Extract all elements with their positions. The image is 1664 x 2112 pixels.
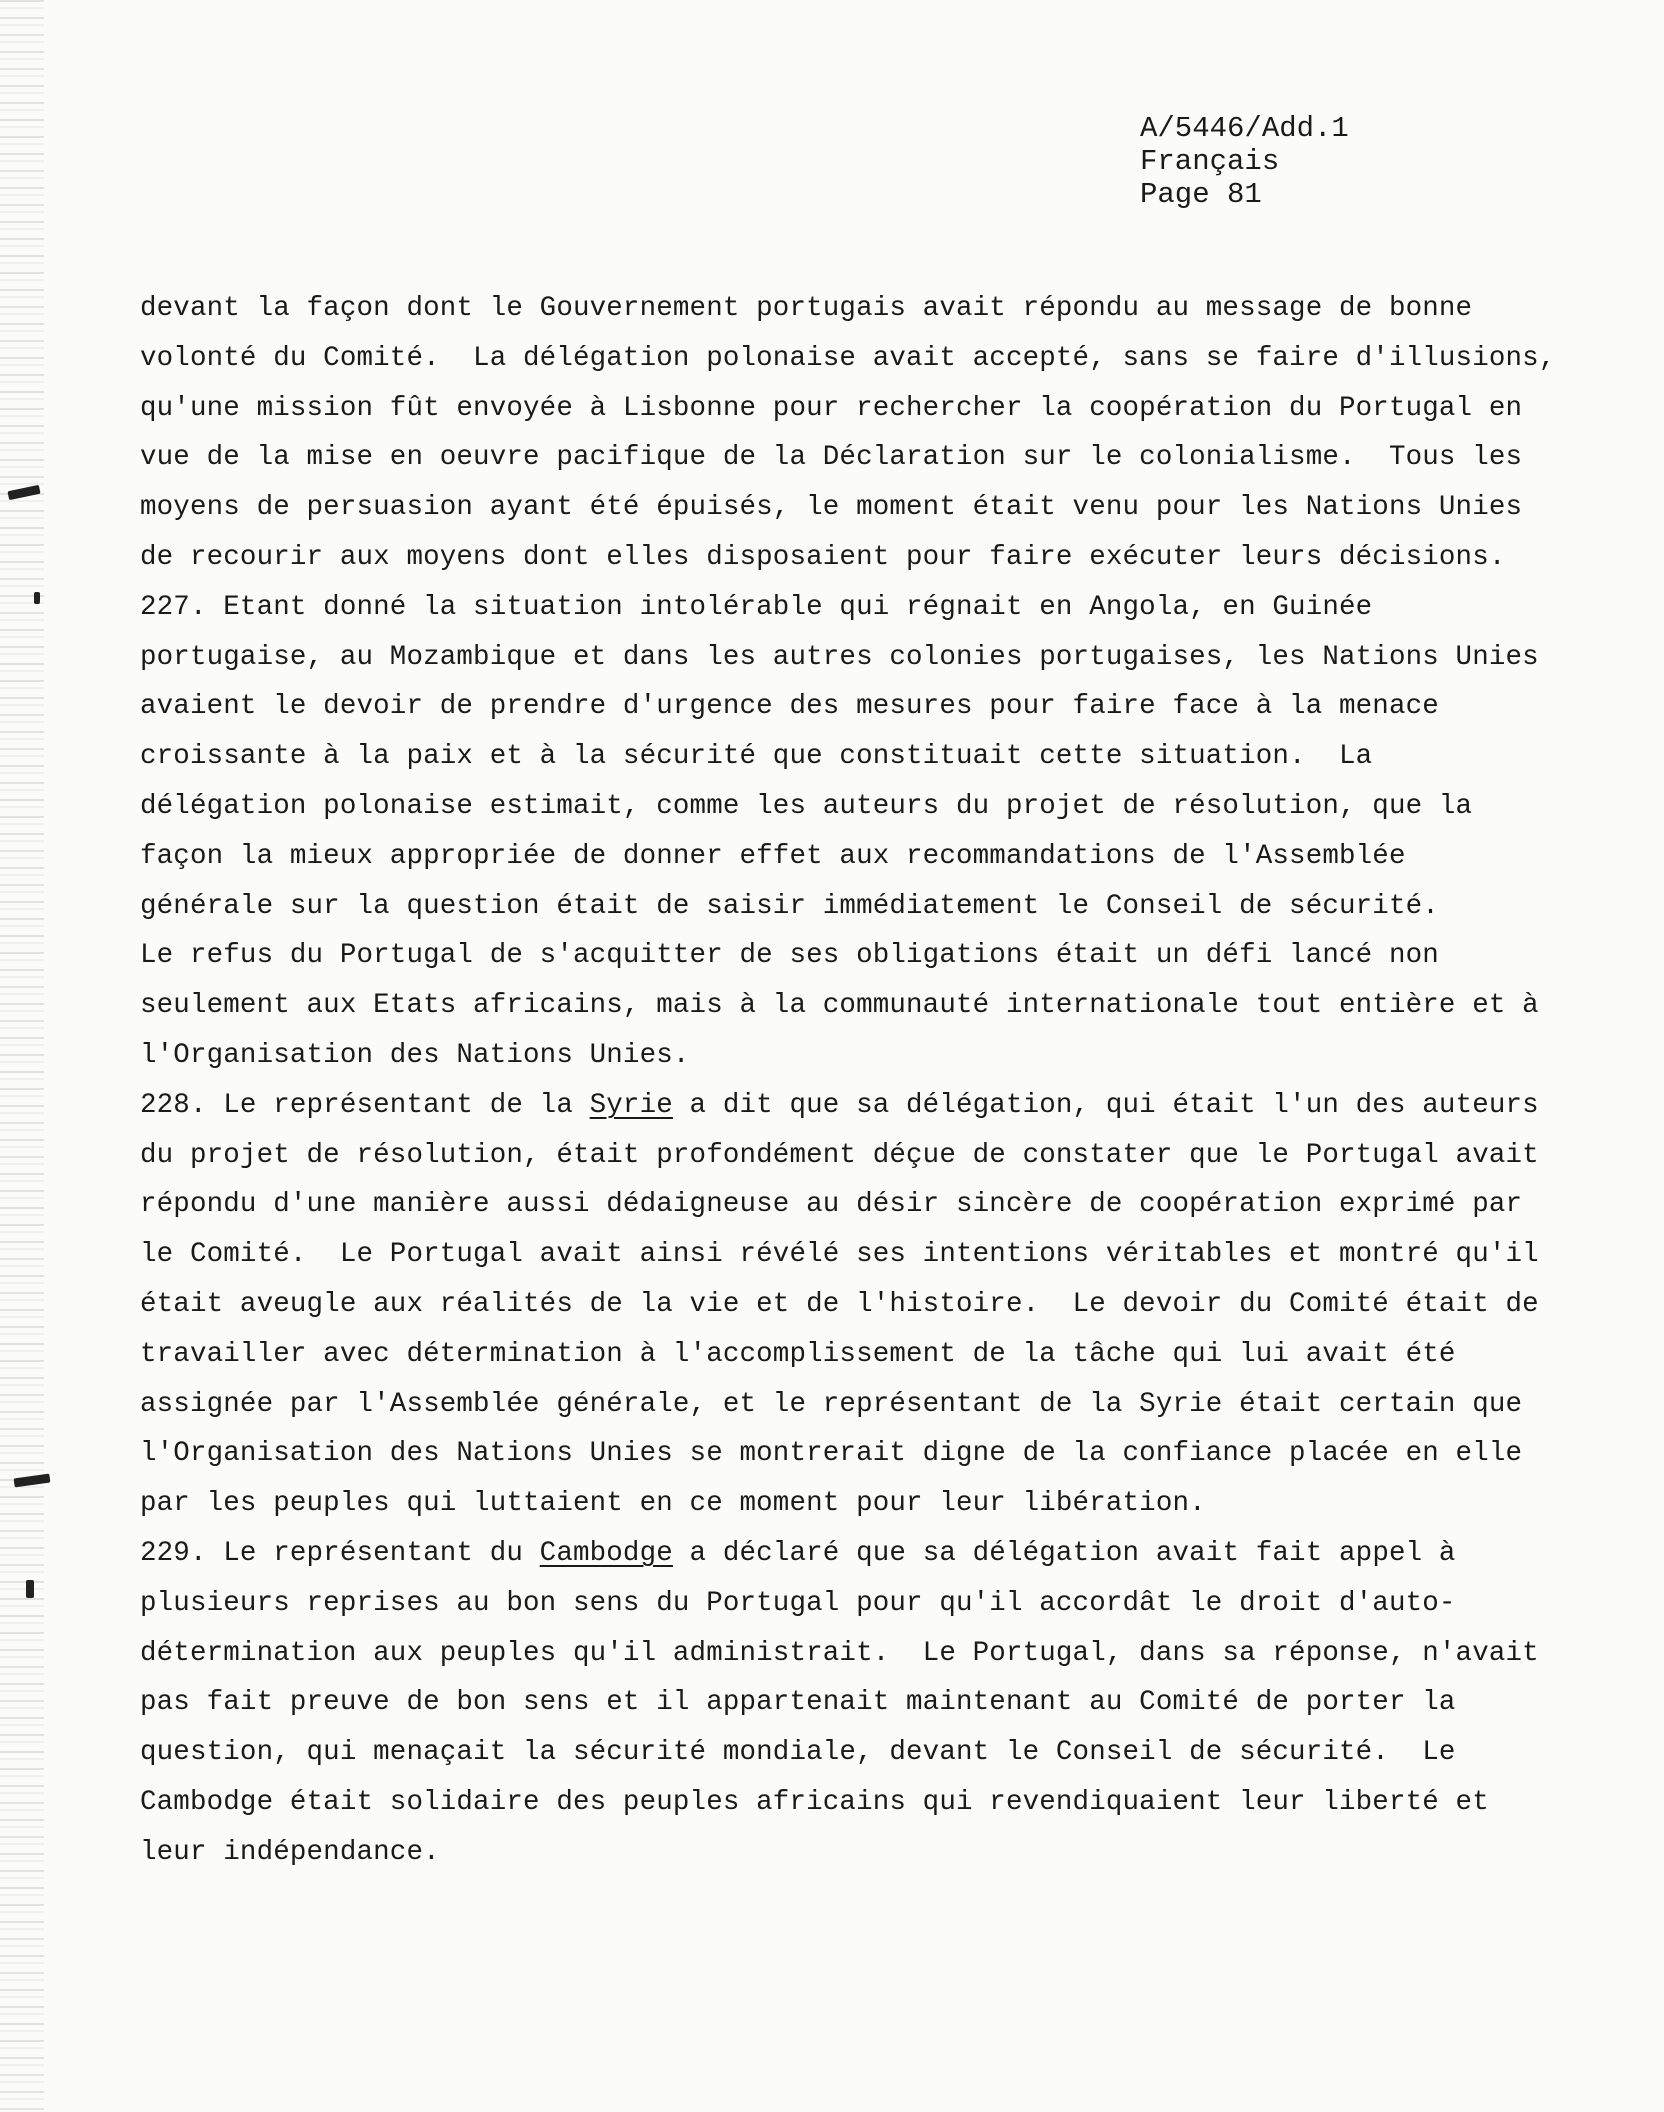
page-number: Page 81 bbox=[1140, 178, 1262, 211]
text-segment: du projet de résolution, était profondément déçue de constater que le Portugal avait bbox=[140, 1139, 1539, 1171]
text-line bbox=[140, 1330, 1580, 1380]
text-segment: question, qui menaçait la sécurité mondiale, devant le Conseil de sécurité. Le bbox=[140, 1737, 1456, 1769]
text-line bbox=[140, 682, 1580, 732]
text-segment: détermination aux peuples qu'il administrait. Le Portugal, dans sa réponse, n'avait bbox=[140, 1637, 1539, 1669]
text-line bbox=[140, 782, 1580, 832]
text-segment: générale sur la question était de saisir immédiatement le Conseil de sécurité. bbox=[140, 890, 1439, 922]
document-symbol: A/5446/Add.1 bbox=[1140, 112, 1349, 145]
text-segment: était aveugle aux réalités de la vie et de l'histoire. Le devoir du Comité était de bbox=[140, 1288, 1539, 1320]
text-segment: plusieurs reprises au bon sens du Portugal pour qu'il accordât le droit d'auto- bbox=[140, 1587, 1456, 1619]
text-segment: Le refus du Portugal de s'acquitter de ses obligations était un défi lancé non bbox=[140, 940, 1439, 972]
text-line bbox=[140, 483, 1580, 533]
text-line bbox=[140, 1678, 1580, 1728]
punch-mark-2 bbox=[34, 592, 40, 604]
document-header bbox=[1140, 112, 1349, 211]
text-line bbox=[140, 1479, 1580, 1529]
text-line bbox=[140, 633, 1580, 683]
text-line bbox=[140, 1529, 1580, 1579]
text-line bbox=[140, 1131, 1580, 1181]
text-segment: le Comité. Le Portugal avait ainsi révélé ses intentions véritables et montré qu'il bbox=[140, 1239, 1539, 1271]
text-segment: de recourir aux moyens dont elles disposaient pour faire exécuter leurs décisions. bbox=[140, 541, 1506, 573]
text-line bbox=[140, 1629, 1580, 1679]
punch-mark-4 bbox=[26, 1580, 34, 1598]
text-segment: travailler avec détermination à l'accomplissement de la tâche qui lui avait été bbox=[140, 1338, 1456, 1370]
text-line bbox=[140, 384, 1580, 434]
text-line bbox=[140, 1180, 1580, 1230]
text-line bbox=[140, 433, 1580, 483]
text-line bbox=[140, 1081, 1580, 1131]
text-segment: l'Organisation des Nations Unies se montrerait digne de la confiance placée en elle bbox=[140, 1438, 1523, 1470]
text-line bbox=[140, 1579, 1580, 1629]
text-line bbox=[140, 1828, 1580, 1878]
text-segment: délégation polonaise estimait, comme les auteurs du projet de résolution, que la bbox=[140, 790, 1473, 822]
text-line bbox=[140, 832, 1580, 882]
text-line bbox=[140, 1429, 1580, 1479]
text-line bbox=[140, 1031, 1580, 1081]
text-segment: avaient le devoir de prendre d'urgence des mesures pour faire face à la menace bbox=[140, 691, 1439, 723]
text-segment: 229. Le représentant du bbox=[140, 1537, 540, 1569]
text-segment: moyens de persuasion ayant été épuisés, le moment était venu pour les Nations Unies bbox=[140, 492, 1523, 524]
text-line bbox=[140, 981, 1580, 1031]
text-segment: devant la façon dont le Gouvernement portugais avait répondu au message de bonne bbox=[140, 293, 1473, 324]
text-segment: qu'une mission fût envoyée à Lisbonne pour rechercher la coopération du Portugal en bbox=[140, 392, 1523, 424]
text-segment: Cambodge était solidaire des peuples africains qui revendiquaient leur liberté et bbox=[140, 1786, 1489, 1818]
text-line bbox=[140, 882, 1580, 932]
text-line bbox=[140, 533, 1580, 583]
text-segment: vue de la mise en oeuvre pacifique de la Déclaration sur le colonialisme. Tous les bbox=[140, 442, 1523, 474]
text-segment: volonté du Comité. La délégation polonaise avait accepté, sans se faire d'illusions, bbox=[140, 342, 1556, 374]
text-segment: croissante à la paix et à la sécurité que constituait cette situation. La bbox=[140, 741, 1373, 773]
document-language: Français bbox=[1140, 145, 1280, 178]
underlined-country-name: Syrie bbox=[589, 1089, 673, 1121]
text-line bbox=[140, 583, 1580, 633]
text-line bbox=[140, 1280, 1580, 1330]
text-segment: assignée par l'Assemblée générale, et le représentant de la Syrie était certain que bbox=[140, 1388, 1523, 1420]
document-body bbox=[140, 284, 1580, 1878]
text-segment: 228. Le représentant de la bbox=[140, 1089, 590, 1121]
text-line bbox=[140, 334, 1580, 384]
text-segment: portugaise, au Mozambique et dans les autres colonies portugaises, les Nations Unies bbox=[140, 641, 1539, 673]
text-line bbox=[140, 1778, 1580, 1828]
text-line bbox=[140, 1380, 1580, 1430]
text-segment: a déclaré que sa délégation avait fait appel à bbox=[672, 1537, 1456, 1569]
underlined-country-name: Cambodge bbox=[539, 1537, 673, 1569]
text-segment: leur indépendance. bbox=[140, 1836, 440, 1868]
text-line bbox=[140, 1728, 1580, 1778]
text-segment: par les peuples qui luttaient en ce moment pour leur libération. bbox=[140, 1488, 1206, 1520]
text-line bbox=[140, 732, 1580, 782]
text-segment: seulement aux Etats africains, mais à la communauté internationale tout entière et à bbox=[140, 990, 1539, 1022]
text-segment: répondu d'une manière aussi dédaigneuse au désir sincère de coopération exprimé par bbox=[140, 1189, 1523, 1221]
text-line bbox=[140, 284, 1580, 334]
text-segment: 227. Etant donné la situation intolérable qui régnait en Angola, en Guinée bbox=[140, 591, 1373, 623]
text-line bbox=[140, 1230, 1580, 1280]
scan-edge-artifact bbox=[0, 0, 44, 2112]
text-segment: pas fait preuve de bon sens et il appartenait maintenant au Comité de porter la bbox=[140, 1687, 1456, 1719]
text-line bbox=[140, 931, 1580, 981]
text-segment: façon la mieux appropriée de donner effet aux recommandations de l'Assemblée bbox=[140, 840, 1406, 872]
text-segment: l'Organisation des Nations Unies. bbox=[140, 1039, 690, 1071]
text-segment: a dit que sa délégation, qui était l'un des auteurs bbox=[672, 1089, 1539, 1121]
